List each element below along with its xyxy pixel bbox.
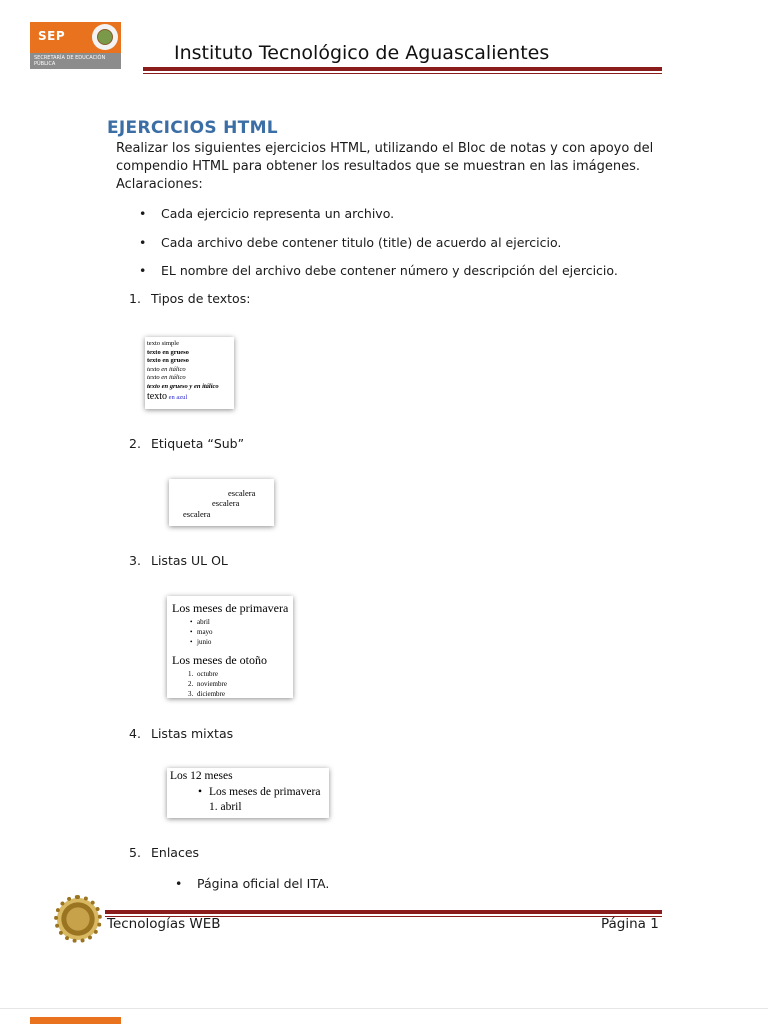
exercise-item	[129, 845, 200, 860]
exercise-label: Listas mixtas	[151, 726, 234, 741]
shot-text-line: texto en grueso	[147, 348, 189, 356]
intro-line: Realizar los siguientes ejercicios HTML, utilizando el Bloc de notas y con apoyo del	[116, 141, 654, 156]
shot-list-item: • mayo	[190, 628, 213, 636]
sep-logo-band	[30, 53, 121, 69]
exercise-label: Tipos de textos:	[151, 291, 251, 306]
exercise-number: 1.	[129, 291, 141, 306]
shot-list-item: • junio	[190, 638, 212, 646]
shot-list-item: 2. noviembre	[188, 680, 227, 688]
bullet-icon: •	[139, 235, 147, 250]
intro-paragraph	[116, 140, 656, 194]
list-item	[139, 235, 562, 250]
screenshot-mixed-lists	[167, 768, 329, 818]
screenshot-sub-tag	[169, 479, 274, 526]
footer-rule-thick	[105, 910, 662, 914]
exercise-item	[129, 436, 245, 451]
shot-heading: Los meses de primavera	[172, 601, 289, 615]
page-number: Página 1	[601, 916, 659, 932]
list-item-text: Cada archivo debe contener titulo (title) de acuerdo al ejercicio.	[161, 235, 562, 250]
exercise-item	[129, 291, 251, 306]
shot-list-item: 3. diciembre	[188, 690, 225, 698]
footer-left-text: Tecnologías WEB	[107, 916, 221, 932]
shot-text-big: texto	[147, 390, 167, 402]
shot-text-line: escalera	[212, 498, 240, 508]
shot-text-blue: en azul	[168, 393, 188, 401]
coat-of-arms-icon	[92, 24, 118, 50]
bullet-icon: •	[139, 206, 147, 221]
header-rule-thick	[143, 67, 662, 71]
shot-text-line: texto en grueso y en itálico	[147, 382, 219, 390]
exercise-item	[129, 553, 228, 568]
list-item	[139, 263, 618, 278]
exercise-label: Listas UL OL	[151, 553, 228, 568]
sep-logo	[30, 22, 121, 69]
shot-text-line: texto en grueso	[147, 357, 189, 365]
exercise-label: Etiqueta “Sub”	[151, 436, 245, 451]
shot-list-item: 1. octubre	[188, 670, 218, 678]
shot-list-item: • abril	[190, 618, 210, 626]
list-item-text: Página oficial del ITA.	[197, 876, 330, 891]
exercise-number: 5.	[129, 845, 141, 860]
ita-gear-logo-icon	[57, 898, 99, 940]
shot-text-line: escalera	[183, 509, 211, 519]
intro-line: compendio HTML para obtener los resultados que se muestran en las imágenes.	[116, 159, 640, 174]
section-title: EJERCICIOS HTML	[107, 118, 278, 138]
screenshot-text-types	[145, 337, 234, 409]
sep-logo-text: SEP	[38, 29, 66, 43]
shot-heading: Los meses de otoño	[172, 653, 267, 667]
shot-text-line: texto en itálico	[147, 374, 186, 382]
sep-logo-subtext: SECRETARÍA DE EDUCACIÓN PÚBLICA	[34, 55, 106, 67]
exercise-number: 3.	[129, 553, 141, 568]
exercise-item	[129, 726, 234, 741]
shot-text-line: texto simple	[147, 340, 179, 347]
screenshot-lists	[167, 596, 293, 698]
list-item-text: Cada ejercicio representa un archivo.	[161, 206, 395, 221]
shot-list-item: 1. abril	[209, 801, 242, 813]
header-rule-thin	[143, 73, 662, 74]
intro-line: Aclaraciones:	[116, 177, 203, 192]
exercise-number: 2.	[129, 436, 141, 451]
bullet-icon: •	[139, 263, 147, 278]
exercise-number: 4.	[129, 726, 141, 741]
list-item	[139, 206, 395, 221]
shot-heading: Los 12 meses	[170, 770, 233, 782]
shot-text-line: texto en itálico	[147, 365, 186, 373]
header-title: Instituto Tecnológico de Aguascalientes	[174, 42, 550, 64]
shot-list-item: • Los meses de primavera	[198, 786, 321, 798]
bullet-icon: •	[175, 876, 183, 891]
next-page-sep-logo	[30, 1017, 121, 1024]
exercise-label: Enlaces	[151, 845, 200, 860]
list-item	[175, 876, 330, 891]
list-item-text: EL nombre del archivo debe contener número y descripción del ejercicio.	[161, 263, 618, 278]
shot-text-line: escalera	[228, 488, 256, 498]
